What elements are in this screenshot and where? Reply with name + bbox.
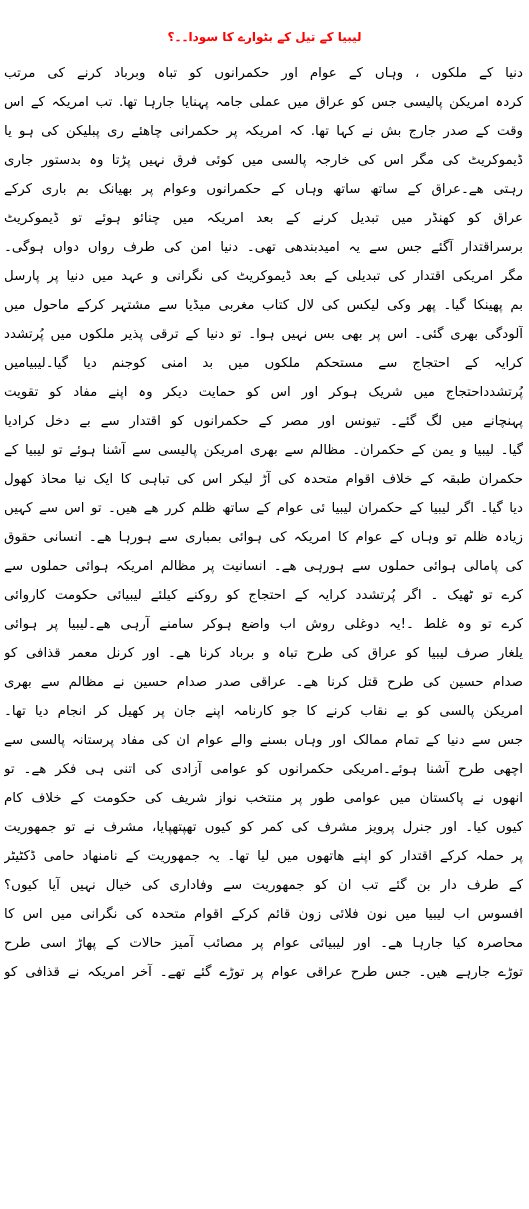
article-body-line: کرے تو وہ غلط ۔!یہ دوغلی روش اب واضع ہوکر سامنے آرہی ھے۔لیبیا پر ہوائی: [4, 617, 523, 632]
article-body-line: کی پامالی ہوائی حملوں سے ہورہی ھے۔ انسانیت پر مظالم امریکہ ہوائی حملوں سے: [4, 559, 523, 574]
article-body-line: رہتی ھے۔عراق کے ساتھ ساتھ وہاں کے حکمرانوں وعوام پر بھیانک بم باری کرکے: [4, 182, 523, 197]
article-body-line: گیا۔ لیبیا و یمن کے حکمران۔ مظالم سے بھری امریکن پالیسی سے آشنا ہوئے تو لیبیا کے: [4, 443, 523, 458]
article-body-line: ڈیموکریٹ کی مگر اس کی خارجہ پالسی میں کوئی فرق نہیں پڑتا وہ بدستور جاری: [4, 153, 523, 168]
article-body-line: کے طرف دار بن گئے تب ان کو جمھوریت سے وفاداری کی خیال نہیں آیا کیوں؟: [4, 878, 523, 893]
article-body-line: پہنچانے میں لگ گئے۔ تیونس اور مصر کے حکمرانوں کو اقتدار سے بے دخل کرادیا: [4, 414, 523, 429]
article-body-line: وقت کے صدر جارج بش نے کہا تھا. کہ امریکہ پر حکمرانی چاھئے ری پبلیکن کی ہو یا: [4, 124, 523, 139]
article-headline: لیبیا کے تیل کے بٹوارے کا سودا۔۔؟: [167, 30, 362, 45]
article-body-line: افسوس اب لیبیا میں نون فلائی زون قائم کرکے اقوام متحدہ کی نگرانی میں اس کا: [4, 907, 523, 922]
article-body-line: کردہ امریکن پالیسی جس کو عراق میں عملی جامہ پہنایا جارہا تھا. تب امریکہ کے اس: [4, 95, 523, 110]
article-body-line: زیادہ ظلم تو وہاں کے عوام کا امریکہ کی ہوائی بمباری سے ہورہا ھے۔ انسانی حقوق: [4, 530, 523, 545]
article-body-line: جس سے دنیا کے تمام ممالک اور وہاں بسنے والے عوام ان کی مفاد پرستانہ پالسی سے: [4, 733, 523, 748]
article-body-line: کرے تو ٹھیک ۔ اگر پُرتشدد کرایہ کے احتجاج کو روکنے کیلئے لیبیائی حکومت کاروائی: [4, 588, 523, 603]
article-body-line: برسراقتدار آگئے جس سے یہ امیدبندھی تھی۔ دنیا امن کی طرف رواں دواں ہوگی۔: [4, 240, 523, 255]
article-body-line: محاصرہ کیا جارہا ھے۔ اور لیبیائی عوام پر مصائب آمیز حالات کے پھاڑ اسی طرح: [4, 936, 523, 951]
article-body-line: پر حملہ کرکے اقتدار کو اپنے ھاتھوں میں لیا تھا۔ یہ جمھوریت کے نامنھاد حامی ڈکٹیٹر: [4, 849, 523, 864]
article-body-line: دیا گیا۔ اگر لیبیا کے حکمران لیبیا ئی عوام کے ساتھ ظلم کرر ھے ھیں۔ تو اس سے کہیں: [4, 501, 523, 516]
article-body-line: کرایہ کے احتجاج سے مستحکم ملکوں میں بد امنی کوجنم دیا گیا۔لیبیامیں: [4, 356, 523, 371]
article-body-line: دنیا کے ملکوں ، وہاں کے عوام اور حکمرانوں کو تباہ وبرباد کرنے کی مرتب: [4, 66, 523, 81]
article-body-line: انھوں نے پاکستان میں عوامی طور پر منتخب نواز شریف کی حکومت کے خلاف کام: [4, 791, 523, 806]
article-body-line: آلودگی بھری گئی۔ اس پر بھی بس نہیں ہوا۔ تو دنیا کے ترقی پذیر ملکوں میں پُرتشدد: [4, 327, 523, 342]
article-body-line: حکمران طبقہ کے خلاف اقوام متحدہ کی آڑ لیکر اس کی تباہی کا ایک نیا محاذ کھول: [4, 472, 523, 487]
article-body-line: کیوں کیا۔ اور جنرل پرویز مشرف کی کمر کو کیوں تھپتھپایا، مشرف نے تو جمھوریت: [4, 820, 523, 835]
article-body-line: پُرتشدداحتجاج میں شریک ہوکر اور اس کو حمایت دیکر وہ اپنے مفاد کو تقویت: [4, 385, 523, 400]
article-body-line: صدام حسین کی طرح قتل کرنا ھے۔ عراقی صدر صدام حسین نے مظالم سے بھری: [4, 675, 523, 690]
article-body-line: امریکن پالسی کو بے نقاب کرنے کا جو کارنامہ اپنے جان پر کھیل کر انجام دیا تھا۔: [4, 704, 523, 719]
article-body-line: عراق کو کھنڈر میں تبدیل کرنے کے بعد امریکہ میں چنائو ہوئے تو ڈیموکریٹ: [4, 211, 523, 226]
article-body-line: بم پھینکا گیا۔ پھر وکی لیکس کی لال کتاب مغربی میڈیا سے مشتہر کرکے ماحول میں: [4, 298, 523, 313]
article-body: [4, 59, 523, 987]
article-body-line: اچھی طرح آشنا ہوئے۔امریکی حکمرانوں کو عوامی آزادی کی اتنی ہی فکر ھے۔ تو: [4, 762, 523, 777]
article-body-line: مگر امریکی اقتدار کی تبدیلی کے بعد ڈیموکریٹ کی نگرانی و عہد میں دنیا پر پارسل: [4, 269, 523, 284]
article-body-line: توڑے جارہے ھیں۔ جس طرح عراقی عوام پر توڑے گئے تھے۔ آخر امریکہ نے قذافی کو: [4, 965, 523, 980]
article-body-line: یلغار صرف لیبیا کو عراق کی طرح تباہ و برباد کرنا ھے۔ اور کرنل معمر قذافی کو: [4, 646, 523, 661]
